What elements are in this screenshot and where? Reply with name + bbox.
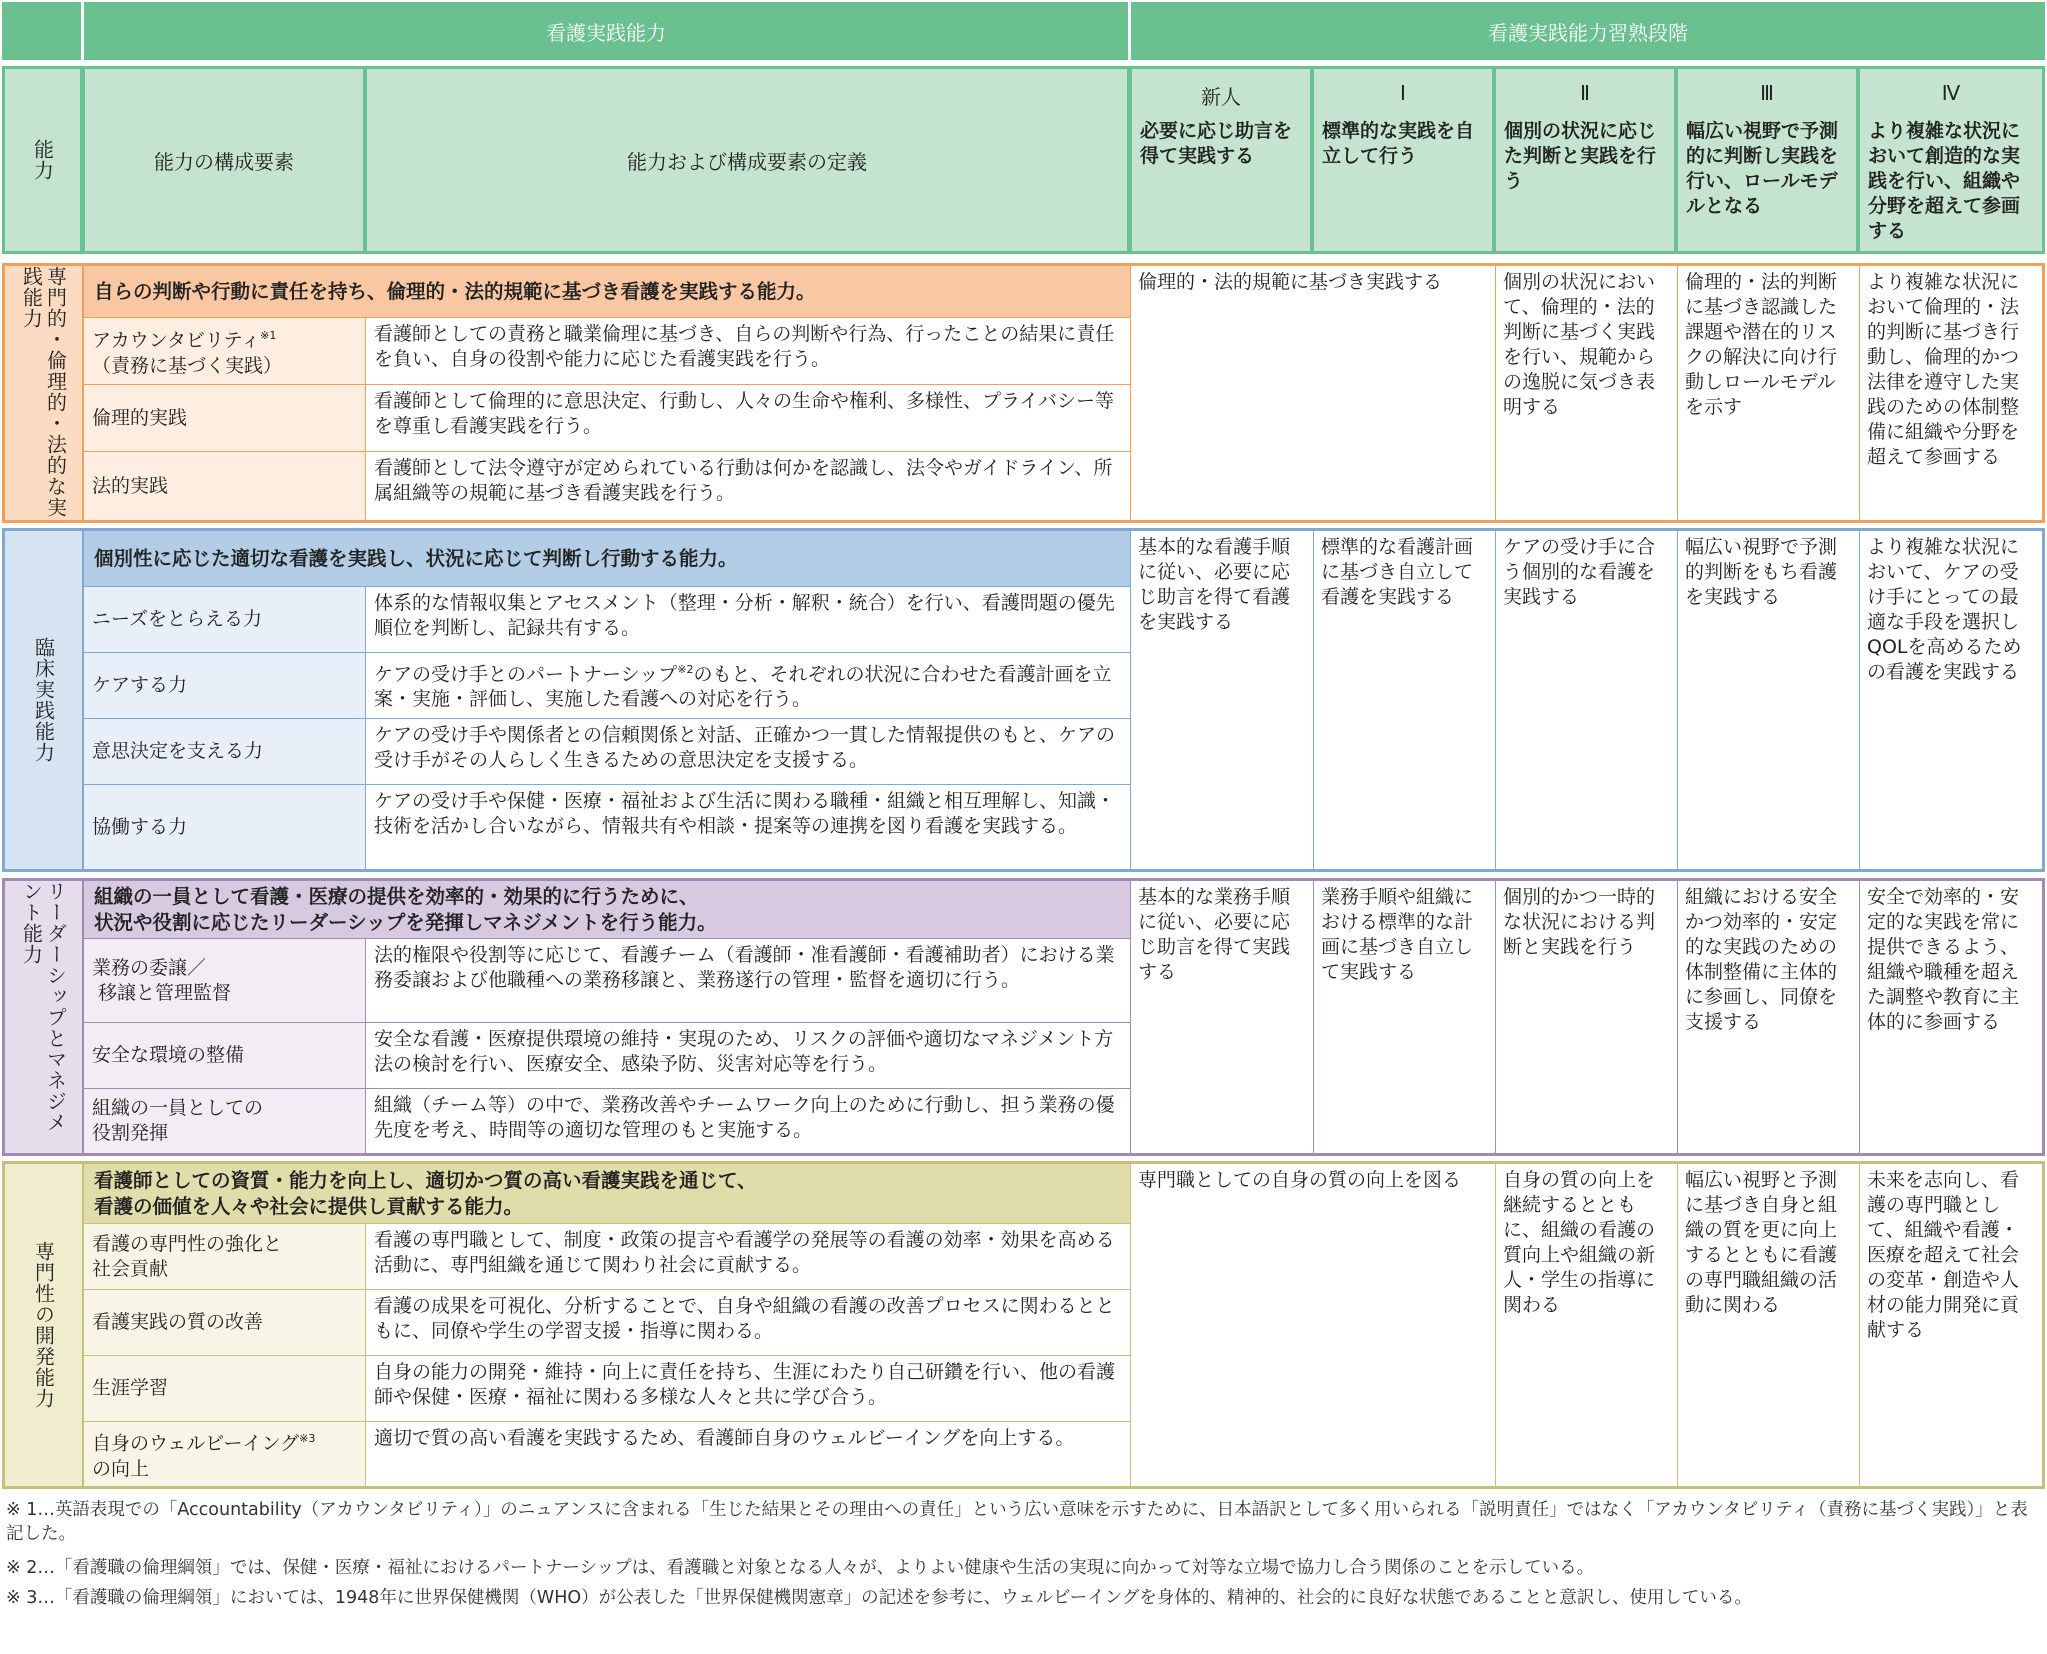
component-definition xyxy=(366,653,1130,719)
header-competency: 看護実践能力 xyxy=(84,2,1128,60)
component-name xyxy=(84,318,366,385)
headline-line-2: 状況や役割に応じたリーダーシップを発揮しマネジメントを行う能力。 xyxy=(94,910,717,934)
footnote-mark: ※ xyxy=(6,1558,21,1578)
section-headline: 個別性に応じた適切な看護を実践し、状況に応じて判断し行動する能力。 xyxy=(84,531,1130,587)
component-name-text: 看護の専門性の強化と xyxy=(92,1232,283,1255)
component-definition: ケアの受け手や保健・医療・福祉および生活に関わる職種・組織と相互理解し、知識・技術を活かし合いながら、情報共有や相談・提案等の連携を図り看護を実践する。 xyxy=(374,790,1116,837)
level-name: Ⅱ xyxy=(1580,81,1590,105)
component-definition: 適切で質の高い看護を実践するため、看護師自身のウェルビーイングを向上する。 xyxy=(374,1427,1075,1449)
component-name: 法的実践 xyxy=(84,452,366,520)
level-3-text: 幅広い視野で予測的判断をもち看護を実践する xyxy=(1678,531,1860,869)
level-3-text: 倫理的・法的判断に基づき認識した課題や潜在的リスクの解決に向け行動しロールモデルを示す xyxy=(1678,266,1860,520)
component-name-sub: の向上 xyxy=(92,1457,150,1480)
headline-line-1: 組織の一員として看護・医療の提供を効率的・効果的に行うために、 xyxy=(94,884,699,908)
section-professional-development xyxy=(2,1161,2045,1489)
header-components: 能力の構成要素 xyxy=(84,68,364,252)
component-definition: 体系的な情報収集とアセスメント（整理・分析・解釈・統合）を行い、看護問題の優先順位を判断し、記録共有する。 xyxy=(366,587,1130,653)
component-name: ケアする力 xyxy=(84,653,366,719)
header-blank-corner xyxy=(2,2,81,60)
component-definition: ケアの受け手や関係者との信頼関係と対話、正確かつ一貫した情報提供のもと、ケアの受け手がその人らしく生きるための意思決定を支援する。 xyxy=(366,719,1130,785)
level-4-text: 未来を志向し、看護の専門職として、組織や看護・医療を超えて社会の変革・創造や人材の能力開発に貢献する xyxy=(1867,1169,2020,1341)
component-name: ニーズをとらえる力 xyxy=(84,587,366,653)
header-level-4 xyxy=(1859,68,2043,252)
component-name-sub: 移譲と管理監督 xyxy=(98,981,232,1004)
level-2-text: 個別の状況において、倫理的・法的判断に基づく実践を行い、規範からの逸脱に気づき表明する xyxy=(1496,266,1678,520)
level-desc: 個別の状況に応じた判断と実践を行う xyxy=(1504,120,1657,192)
level-4-text: より複雑な状況において倫理的・法的判断に基づき行動し、倫理的かつ法律を遵守した実践のための体制整備に組織や分野を超えて参画する xyxy=(1867,271,2020,468)
level-2-text: 自身の質の向上を継続するとともに、組織の看護の質向上や組織の新人・学生の指導に関わる xyxy=(1496,1164,1678,1486)
component-name: 安全な環境の整備 xyxy=(84,1023,366,1089)
header-level-new xyxy=(1131,68,1311,252)
component-name-sub: 役割発揮 xyxy=(92,1122,169,1144)
level-name: Ⅲ xyxy=(1760,81,1774,105)
component-name-sub: 社会貢献 xyxy=(92,1257,169,1280)
component-name: 意思決定を支える力 xyxy=(84,719,366,785)
level-new-1-text: 倫理的・法的規範に基づき実践する xyxy=(1130,266,1496,520)
header-stages-title: 看護実践能力習熟段階 xyxy=(1131,2,2045,60)
section-leadership-management xyxy=(2,878,2045,1156)
component-name-text: 組織の一員としての xyxy=(92,1097,264,1119)
footnote-text: 3…「看護職の倫理綱領」においては、1948年に世界保健機関（WHO）が公表した「世界保健機関憲章」の記述を参考に、ウェルビーイングを身体的、精神的、社会的に良好な状態であることと意訳し、使用している。 xyxy=(26,1588,1752,1608)
component-name-text: 業務の委譲／ xyxy=(92,956,207,979)
section-ability-label: リーダーシップとマネジメント能力 xyxy=(5,881,84,1153)
footnote-text: 1…英語表現での「Accountability（アカウンタビリティ）」のニュアンスに含まれる「生じた結果とその理由への責任」という広い意味を示すために、日本語訳として多く用いられる「説明責任」ではなく「アカウンタビリティ（責務に基づく実践）」と表記した。 xyxy=(6,1500,2028,1544)
section-headline xyxy=(84,1164,1130,1224)
header-ability: 能力 xyxy=(4,68,81,252)
footnote-mark: ※2 xyxy=(677,663,694,676)
section-headline xyxy=(84,881,1130,939)
level-name: Ⅰ xyxy=(1400,81,1406,105)
footnote-mark: ※1 xyxy=(260,329,277,343)
component-definition: 看護の専門職として、制度・政策の提言や看護学の発展等の看護の効率・効果を高める活動に、専門組織を通じて関わり社会に貢献する。 xyxy=(366,1224,1130,1290)
level-2-text: 個別的かつ一時的な状況における判断と実践を行う xyxy=(1496,881,1678,1153)
level-new-1-text: 専門職としての自身の質の向上を図る xyxy=(1130,1164,1496,1486)
component-definition: 看護師として法令遵守が定められている行動は何かを認識し、法令やガイドライン、所属組織等の規範に基づき看護実践を行う。 xyxy=(374,457,1113,504)
component-name: 協働する力 xyxy=(84,785,366,869)
header-level-2 xyxy=(1495,68,1675,252)
header-level-1 xyxy=(1313,68,1493,252)
level-desc: 標準的な実践を自立して行う xyxy=(1322,120,1475,167)
section-clinical-practice xyxy=(2,528,2045,872)
component-name-sub: （責務に基づく実践） xyxy=(92,354,283,377)
component-name: 看護実践の質の改善 xyxy=(84,1290,366,1356)
level-desc: 必要に応じ助言を得て実践する xyxy=(1140,120,1293,167)
footnote-2 xyxy=(6,1556,2036,1580)
level-4-text: 安全で効率的・安定的な実践を常に提供できるよう、組織や職種を超えた調整や教育に主体的に参画する xyxy=(1867,886,2020,1033)
footnote-mark: ※ xyxy=(6,1500,21,1520)
section-professional-ethical-legal xyxy=(2,263,2045,523)
component-name xyxy=(84,1224,366,1290)
definition-text: のもと、それぞれの状況に合わせた看護計画を立案・実施・評価し、実施した看護への対応を行う。 xyxy=(374,663,1112,711)
component-definition: 法的権限や役割等に応じて、看護チーム（看護師・准看護師・看護補助者）における業務委譲および他職種への業務移譲と、業務遂行の管理・監督を適切に行う。 xyxy=(366,939,1130,1023)
level-4-text: より複雑な状況において、ケアの受け手にとっての最適な手段を選択しQOLを高めるための看護を実践する xyxy=(1867,536,2022,683)
headline-line-1: 看護師としての資質・能力を向上し、適切かつ質の高い看護実践を通じて、 xyxy=(94,1168,757,1192)
footnote-1 xyxy=(6,1498,2036,1546)
level-2-text: ケアの受け手に合う個別的な看護を実践する xyxy=(1496,531,1678,869)
footnote-3 xyxy=(6,1586,2036,1610)
footnote-text: 2…「看護職の倫理綱領」では、保健・医療・福祉におけるパートナーシップは、看護職と対象となる人々が、よりよい健康や生活の実現に向かって対等な立場で協力し合う関係のことを示している。 xyxy=(26,1558,1595,1578)
level-new-text: 基本的な看護手順に従い、必要に応じ助言を得て看護を実践する xyxy=(1130,531,1314,869)
headline-line-2: 看護の価値を人々や社会に提供し貢献する能力。 xyxy=(94,1194,524,1218)
component-definition: 安全な看護・医療提供環境の維持・実現のため、リスクの評価や適切なマネジメント方法の検討を行い、医療安全、感染予防、災害対応等を行う。 xyxy=(366,1023,1130,1089)
component-definition: 看護師として倫理的に意思決定、行動し、人々の生命や権利、多様性、プライバシー等を尊重し看護実践を行う。 xyxy=(366,385,1130,452)
component-definition: 看護の成果を可視化、分析することで、自身や組織の看護の改善プロセスに関わるとともに、同僚や学生の学習支援・指導に関わる。 xyxy=(366,1290,1130,1356)
component-definition: 自身の能力の開発・維持・向上に責任を持ち、生涯にわたり自己研鑽を行い、他の看護師や保健・医療・福祉に関わる多様な人々と共に学び合う。 xyxy=(366,1356,1130,1422)
level-name: 新人 xyxy=(1201,85,1241,109)
level-desc: より複雑な状況において創造的な実践を行い、組織や分野を超えて参画する xyxy=(1868,120,2021,242)
component-name xyxy=(84,1422,366,1486)
footnote-mark: ※ xyxy=(6,1588,21,1608)
component-definition: 組織（チーム等）の中で、業務改善やチームワーク向上のために行動し、担う業務の優先度を考え、時間等の適切な管理のもと実施する。 xyxy=(374,1094,1115,1141)
level-desc: 幅広い視野で予測的に判断し実践を行い、ロールモデルとなる xyxy=(1686,120,1839,217)
footnote-mark: ※3 xyxy=(299,1432,316,1446)
component-name-text: アカウンタビリティ xyxy=(92,329,261,352)
component-name: 倫理的実践 xyxy=(84,385,366,452)
header-level-3 xyxy=(1677,68,1857,252)
level-name: Ⅳ xyxy=(1941,81,1961,105)
level-3-text: 幅広い視野と予測に基づき自身と組織の質を更に向上するとともに看護の専門職組織の活動に関わる xyxy=(1678,1164,1860,1486)
level-1-text: 標準的な看護計画に基づき自立して看護を実践する xyxy=(1314,531,1496,869)
component-name: 生涯学習 xyxy=(84,1356,366,1422)
section-headline: 自らの判断や行動に責任を持ち、倫理的・法的規範に基づき看護を実践する能力。 xyxy=(84,266,1130,318)
section-ability-label: 臨床実践能力 xyxy=(5,531,84,869)
component-name xyxy=(84,939,366,1023)
definition-text: ケアの受け手とのパートナーシップ xyxy=(374,663,678,686)
component-name xyxy=(84,1089,366,1153)
level-1-text: 業務手順や組織における標準的な計画に基づき自立して実践する xyxy=(1314,881,1496,1153)
header-definition: 能力および構成要素の定義 xyxy=(366,68,1128,252)
level-3-text: 組織における安全かつ効率的・安定的な実践のための体制整備に主体的に参画し、同僚を支援する xyxy=(1678,881,1860,1153)
section-ability-label: 専門性の開発能力 xyxy=(5,1164,84,1486)
section-ability-label: 専門的・倫理的・法的な実践能力 xyxy=(5,266,84,520)
component-definition: 看護師としての責務と職業倫理に基づき、自らの判断や行為、行ったことの結果に責任を負い、自身の役割や能力に応じた看護実践を行う。 xyxy=(366,318,1130,385)
level-new-text: 基本的な業務手順に従い、必要に応じ助言を得て実践する xyxy=(1130,881,1314,1153)
component-name-text: 自身のウェルビーイング xyxy=(92,1432,300,1455)
